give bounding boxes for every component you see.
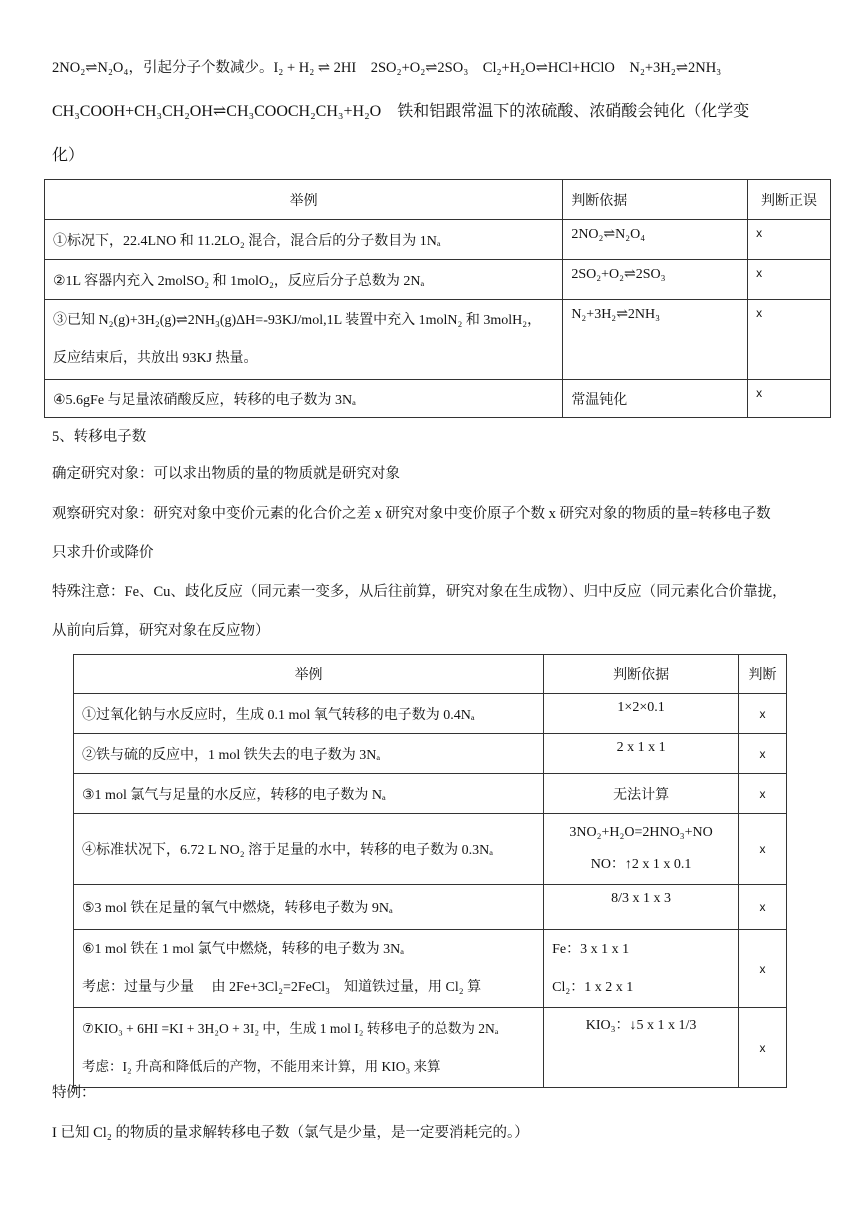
basis-cell: 常温钝化	[563, 380, 748, 418]
example-cell: ⑤3 mol 铁在足量的氧气中燃烧，转移电子数为 9Nₐ	[74, 885, 544, 930]
basis-line-1: 3NO₂+H₂O=2HNO₃+NO	[569, 825, 713, 840]
basis-line-2: Cl₂：1 x 2 x 1	[552, 979, 634, 995]
example-cell	[74, 1008, 544, 1088]
example-cell: ①标况下，22.4LNO 和 11.2LO₂ 混合，混合后的分子数目为 1Nₐ	[45, 220, 563, 260]
result-cell: x	[739, 814, 787, 885]
result-cell: x	[748, 220, 831, 260]
basis-cell: N₂+3H₂⇌2NH₃	[563, 300, 748, 380]
header-example: 举例	[74, 655, 544, 694]
table-row	[45, 220, 831, 260]
basis-cell: 1×2×0.1	[544, 694, 739, 734]
intro-line-3: 化）	[52, 147, 85, 164]
result-cell: x	[748, 300, 831, 380]
basis-cell: KIO₃：↓5 x 1 x 1/3	[544, 1008, 739, 1088]
header-basis: 判断依据	[563, 180, 748, 220]
basis-cell	[544, 814, 739, 885]
result-cell: x	[739, 734, 787, 774]
header-example: 举例	[45, 180, 563, 220]
section-5-heading: 5、转移电子数	[52, 429, 147, 445]
basis-cell	[544, 930, 739, 1008]
section-5-para-2: 观察研究对象：研究对象中变价元素的化合价之差 x 研究对象中变价原子个数 x 研究对象的物质的量=转移电子数	[52, 506, 771, 522]
example-cell: ②1L 容器内充入 2molSO₂ 和 1molO₂，反应后分子总数为 2Nₐ	[45, 260, 563, 300]
table-row	[74, 774, 787, 814]
basis-line-1: Fe：3 x 1 x 1	[552, 941, 630, 957]
basis-line-2: NO：↑2 x 1 x 0.1	[590, 857, 692, 872]
table-row	[45, 260, 831, 300]
table-row	[74, 885, 787, 930]
table-row	[45, 380, 831, 418]
example-line-1: ③已知 N₂(g)+3H₂(g)⇌2NH₃(g)ΔH=-93KJ/mol,1L 装置中充入 1molN₂ 和 3molH₂，	[53, 312, 542, 328]
example-line-1: ⑦KIO₃ + 6HI =KI + 3H₂O + 3I₂ 中，生成 1 mol I₂ 转移电子的总数为 2Nₐ	[82, 1020, 499, 1036]
header-result: 判断	[739, 655, 787, 694]
example-cell: ②铁与硫的反应中，1 mol 铁失去的电子数为 3Nₐ	[74, 734, 544, 774]
table-2-header-row	[74, 655, 787, 694]
result-cell: x	[739, 774, 787, 814]
special-para-1: I 已知 Cl₂ 的物质的量求解转移电子数（氯气是少量，是一定要消耗完的。）	[52, 1125, 529, 1141]
section-5-para-1: 确定研究对象：可以求出物质的量的物质就是研究对象	[52, 466, 400, 482]
example-cell: ③1 mol 氯气与足量的水反应，转移的电子数为 Nₐ	[74, 774, 544, 814]
basis-cell: 8/3 x 1 x 3	[544, 885, 739, 930]
example-cell: ①过氧化钠与水反应时，生成 0.1 mol 氧气转移的电子数为 0.4Nₐ	[74, 694, 544, 734]
example-line-2: 反应结束后，共放出 93KJ 热量。	[53, 350, 258, 366]
table-1	[44, 179, 831, 418]
table-row	[74, 734, 787, 774]
table-2	[73, 654, 787, 1088]
example-cell	[74, 930, 544, 1008]
basis-cell: 无法计算	[544, 774, 739, 814]
section-5-para-4: 特殊注意：Fe、Cu、歧化反应（同元素一变多，从后往前算，研究对象在生成物）、归中反应（同元素化合价靠拢，	[52, 584, 787, 600]
table-row	[74, 930, 787, 1008]
intro-line-1: 2NO₂⇌N₂O₄，引起分子个数减少。I₂ + H₂ ⇌ 2HI 2SO₂+O₂⇌2SO₃ Cl₂+H₂O⇌HCl+HClO N₂+3H₂⇌2NH₃	[52, 60, 722, 76]
table-row	[74, 694, 787, 734]
table-row	[74, 814, 787, 885]
special-heading: 特例：	[52, 1085, 96, 1101]
example-cell: ④标准状况下，6.72 L NO₂ 溶于足量的水中，转移的电子数为 0.3Nₐ	[74, 814, 544, 885]
table-1-header-row	[45, 180, 831, 220]
header-result: 判断正误	[748, 180, 831, 220]
example-cell	[45, 300, 563, 380]
result-cell: x	[739, 930, 787, 1008]
intro-line-2: CH₃COOH+CH₃CH₂OH⇌CH₃COOCH₂CH₃+H₂O 铁和铝跟常温下的浓硫酸、浓硝酸会钝化（化学变	[52, 103, 750, 120]
example-line-2: 考虑：过量与少量 由 2Fe+3Cl₂=2FeCl₃ 知道铁过量，用 Cl₂ 算	[82, 979, 482, 995]
result-cell: x	[748, 380, 831, 418]
basis-cell: 2SO₂+O₂⇌2SO₃	[563, 260, 748, 300]
basis-cell: 2NO₂⇌N₂O₄	[563, 220, 748, 260]
basis-cell: 2 x 1 x 1	[544, 734, 739, 774]
section-5-para-5: 从前向后算，研究对象在反应物）	[52, 623, 270, 639]
table-row	[45, 300, 831, 380]
header-basis: 判断依据	[544, 655, 739, 694]
example-cell: ④5.6gFe 与足量浓硝酸反应，转移的电子数为 3Nₐ	[45, 380, 563, 418]
section-5-para-3: 只求升价或降价	[52, 545, 154, 561]
table-row	[74, 1008, 787, 1088]
result-cell: x	[748, 260, 831, 300]
example-line-2: 考虑：I₂ 升高和降低后的产物，不能用来计算，用 KIO₃ 来算	[82, 1058, 441, 1074]
result-cell: x	[739, 1008, 787, 1088]
result-cell: x	[739, 694, 787, 734]
result-cell: x	[739, 885, 787, 930]
example-line-1: ⑥1 mol 铁在 1 mol 氯气中燃烧，转移的电子数为 3Nₐ	[82, 941, 405, 957]
